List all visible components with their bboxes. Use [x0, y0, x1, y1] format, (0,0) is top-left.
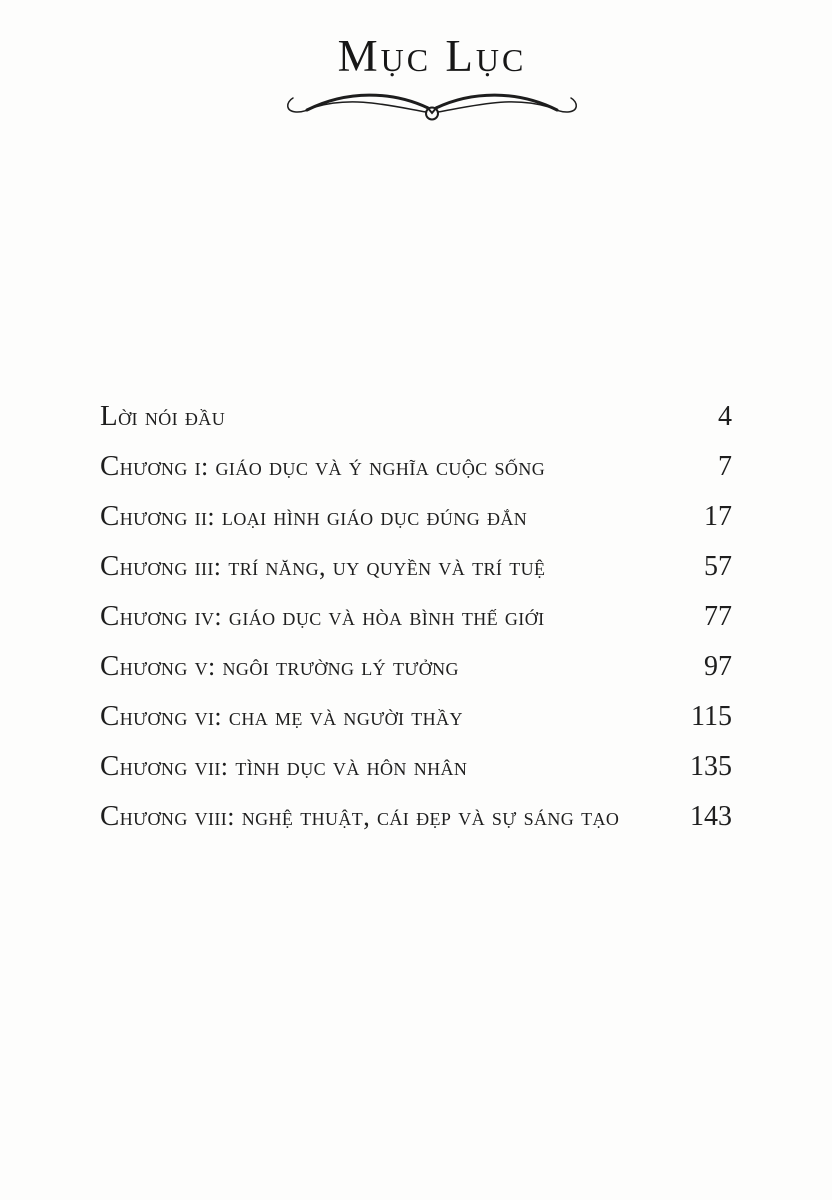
toc-entry — [100, 541, 732, 591]
toc-entry-title: Chương viii: nghệ thuật, cái đẹp và sự sáng tạo — [100, 800, 620, 832]
toc-entry-page-number: 135 — [690, 751, 732, 782]
toc-entry-title: Lời nói đầu — [100, 400, 226, 432]
toc-entry — [100, 641, 732, 691]
page-title: Mục Lục — [337, 31, 527, 81]
toc-entry-page-number: 143 — [690, 801, 732, 832]
toc-entry-title: Chương vii: tình dục và hôn nhân — [100, 750, 468, 782]
toc-entry — [100, 441, 732, 491]
toc-entry-title: Chương iii: trí năng, uy quyền và trí tuệ — [100, 550, 546, 582]
toc-entry-title: Chương v: ngôi trường lý tưởng — [100, 650, 459, 682]
toc-entry-title: Chương iv: giáo dục và hòa bình thế giới — [100, 600, 545, 632]
toc-entry — [100, 741, 732, 791]
toc-entry-title: Chương vi: cha mẹ và người thầy — [100, 700, 463, 732]
toc-entry-page-number: 115 — [691, 701, 732, 732]
toc-entry-page-number: 17 — [704, 501, 732, 532]
toc-entry — [100, 691, 732, 741]
toc-entry-page-number: 57 — [704, 551, 732, 582]
toc-entry-page-number: 77 — [704, 601, 732, 632]
table-of-contents — [100, 391, 732, 841]
toc-entry-page-number: 4 — [718, 401, 732, 432]
toc-entry — [100, 391, 732, 441]
toc-entry-title: Chương ii: loại hình giáo dục đúng đắn — [100, 500, 528, 532]
page-header — [32, 0, 832, 121]
toc-entry-page-number: 97 — [704, 651, 732, 682]
toc-entry — [100, 591, 732, 641]
toc-entry-title: Chương i: giáo dục và ý nghĩa cuộc sống — [100, 450, 546, 482]
toc-entry — [100, 491, 732, 541]
toc-entry-page-number: 7 — [718, 451, 732, 482]
flourish-divider-icon — [32, 86, 832, 121]
toc-entry — [100, 791, 732, 841]
